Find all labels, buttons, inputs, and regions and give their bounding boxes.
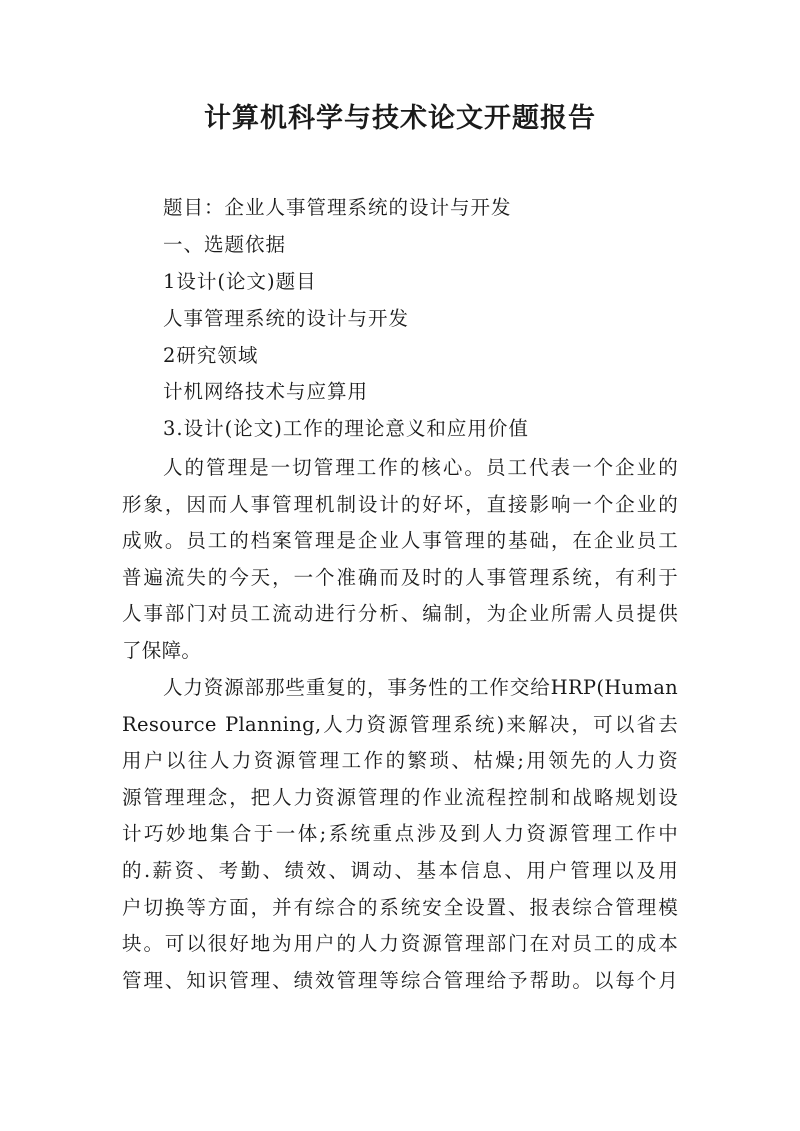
paragraph-line: 块。可以很好地为用户的人力资源管理部门在对员工的成本 bbox=[122, 932, 678, 956]
paragraph-line: 人事部门对员工流动进行分析、编制，为企业所需人员提供 bbox=[122, 602, 678, 626]
paragraph-line: 的.薪资、考勤、绩效、调动、基本信息、用户管理以及用 bbox=[122, 858, 678, 882]
subheading-design-title: 1设计(论文)题目 bbox=[163, 270, 317, 293]
paragraph-line: 普遍流失的今天，一个准确而及时的人事管理系统，有利于 bbox=[122, 565, 678, 589]
paragraph-line: 成败。员工的档案管理是企业人事管理的基础，在企业员工 bbox=[122, 529, 678, 553]
design-title-text: 人事管理系统的设计与开发 bbox=[163, 307, 410, 330]
paragraph-line: 形象，因而人事管理机制设计的好坏，直接影响一个企业的 bbox=[122, 492, 678, 516]
paragraph-line: Resource Planning,人力资源管理系统)来解决，可以省去 bbox=[122, 712, 678, 736]
section-heading-basis: 一、选题依据 bbox=[163, 233, 287, 256]
paragraph-line: 了保障。 bbox=[122, 638, 202, 662]
subheading-research-field: 2研究领域 bbox=[163, 344, 259, 367]
research-field-text: 计机网络技术与应算用 bbox=[163, 380, 369, 403]
paragraph-line: 人力资源部那些重复的，事务性的工作交给HRP(Human bbox=[163, 676, 678, 699]
paragraph-line: 户切换等方面，并有综合的系统安全设置、报表综合管理模 bbox=[122, 895, 678, 919]
paragraph-line: 管理、知识管理、绩效管理等综合管理给予帮助。以每个月 bbox=[122, 968, 678, 992]
topic-line: 题目：企业人事管理系统的设计与开发 bbox=[163, 196, 512, 219]
paragraph-line: 用户以往人力资源管理工作的繁琐、枯燥;用领先的人力资 bbox=[122, 749, 678, 773]
document-title: 计算机科学与技术论文开题报告 bbox=[204, 103, 596, 134]
subheading-significance: 3.设计(论文)工作的理论意义和应用价值 bbox=[163, 417, 529, 440]
paragraph-significance-1 bbox=[122, 450, 678, 670]
paragraph-significance-2 bbox=[122, 670, 678, 999]
paragraph-line: 人的管理是一切管理工作的核心。员工代表一个企业的 bbox=[163, 456, 678, 479]
paragraph-line: 源管理理念，把人力资源管理的作业流程控制和战略规划设 bbox=[122, 785, 678, 809]
paragraph-line: 计巧妙地集合于一体;系统重点涉及到人力资源管理工作中 bbox=[122, 822, 678, 846]
